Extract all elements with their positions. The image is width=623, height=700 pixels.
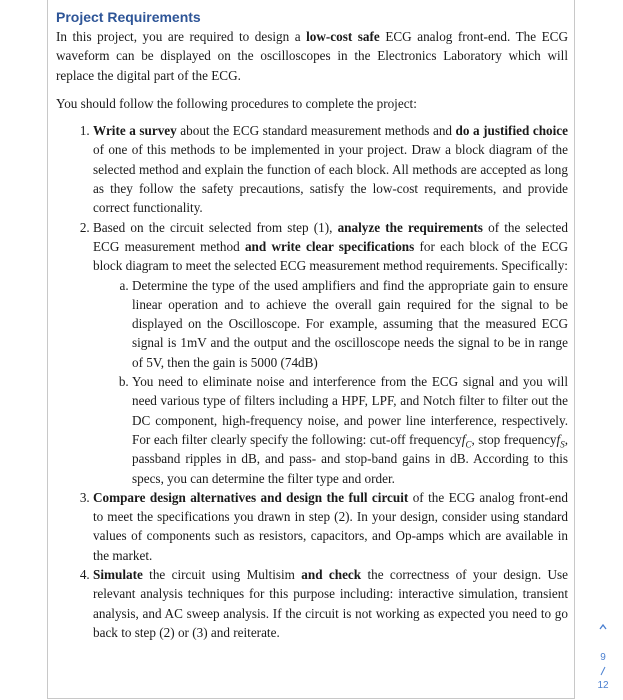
document-body [56, 8, 568, 642]
step-2b: b. You need to eliminate noise and interference from the ECG signal and you will need various type of filters including a HPF, LPF, and Notch filter to filter out the DC component, high-frequency noise, and power line interference, respectively. For each filter clearly specify the following: cut-off frequencyf$_C$, stop frequencyf$_S$, passband ripples in dB, and pass- and stop-band gains in dB. According to this specs, you can determine the filter type and order. [132, 372, 568, 488]
section-title: Project Requirements [56, 9, 201, 25]
page-separator-icon [594, 666, 612, 679]
step-2-substeps [93, 276, 568, 488]
procedure-list [56, 121, 568, 642]
total-pages: 12 [597, 680, 609, 691]
step-4: 4. Simulate the circuit using Multisim and check the correctness of your design. Use relevant analysis techniques for this purpose including: interactive simulation, transient analysis, and AC sweep analysis. If the circuit is not working as expected you need to go back to step (2) or (3) and reiterate. [93, 565, 568, 642]
step-3: 3. Compare design alternatives and design the full circuit of the ECG analog front-end to meet the specifications you drawn in step (2). In your design, consider using standard values of components such as resistors, capacitors, and Op-amps which are available in the market. [93, 488, 568, 565]
step-2: 2. Based on the circuit selected from step (1), analyze the requirements of the selected ECG measurement method and write clear specifications for each block of the ECG block diagram to meet the selected ECG measurement method requirements. Specifically: a. Determine the type of the used amplifiers and find the appropriate gain to ensure linear operation and to achieve the overall gain required for the signal to be displayed on the Oscilloscope. For example, assuming that the measured ECG signal is 1mV and the output and the oscilloscope needs the signal to be in range of 5V, then the gain is 5000 (74dB) b. You need to eliminate noise and interference from the ECG signal and you will need various type of filters including a HPF, LPF, and Notch filter to filter out the DC component, high-frequency noise, and power line interference, respectively. For each filter clearly specify the following: cut-off frequencyf$_C$, stop frequencyf$_S$, passband ripples in dB, and pass- and stop-band gains in dB. According to this specs, you can determine the filter type and order. [93, 218, 568, 488]
step-1: 1. Write a survey about the ECG standard measurement methods and do a justified choice of one of this methods to be implemented in your project. Draw a block diagram of the selected method and explain the function of each block. All methods are accepted as long as they follow the safety precautions, satisfy the low-cost requirements, and provide correct functionality. [93, 121, 568, 217]
current-page-number: 9 [600, 652, 606, 663]
intro-paragraph: In this project, you are required to design a low-cost safe ECG analog front-end. The ECG waveform can be displayed on the oscilloscopes in the Electronics Laboratory which will replace the digital part of the ECG. [56, 29, 568, 83]
procedure-lead: You should follow the following procedures to complete the project: [56, 95, 417, 111]
step-2a: a. Determine the type of the used amplifiers and find the appropriate gain to ensure linear operation and to achieve the overall gain required for the signal to be displayed on the Oscilloscope. For example, assuming that the measured ECG signal is 1mV and the output and the oscilloscope needs the signal to be in range of 5V, then the gain is 5000 (74dB) [132, 276, 568, 372]
page-up-icon[interactable] [594, 622, 612, 635]
